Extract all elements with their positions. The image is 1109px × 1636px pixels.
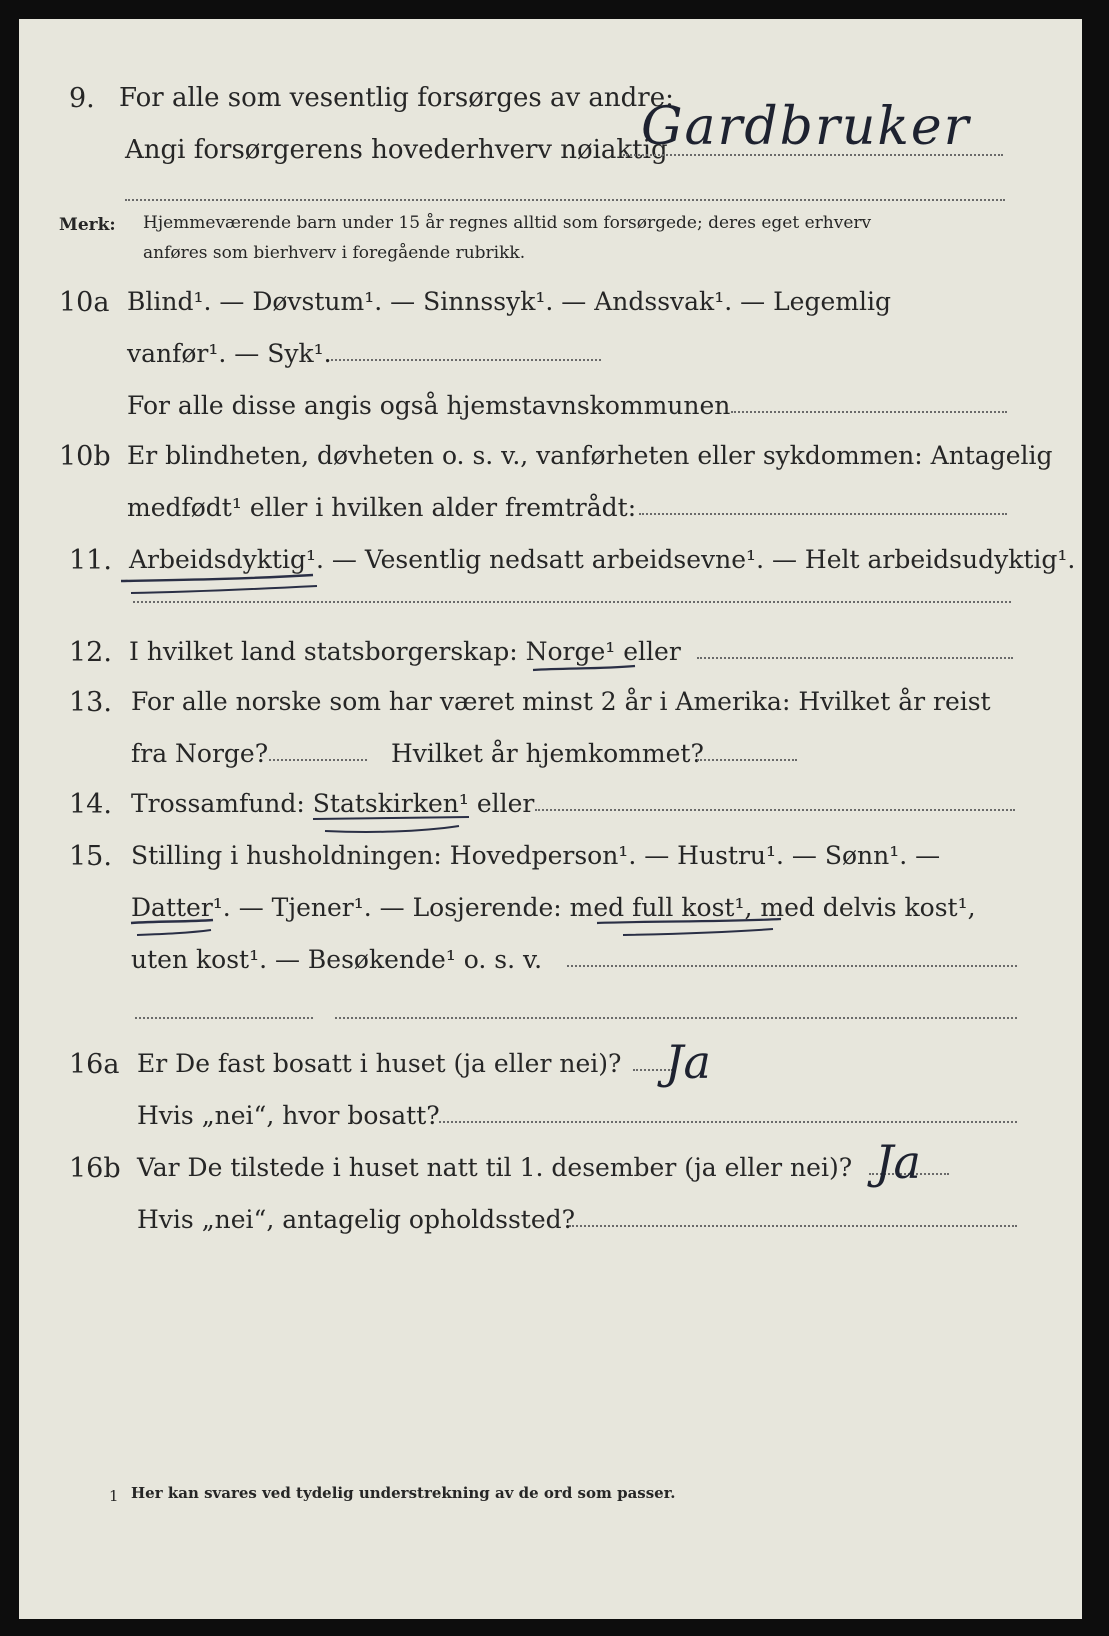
- q14-answer-line: [535, 809, 1015, 811]
- q13-line1: For alle norske som har været minst 2 år i Amerika: Hvilket år reist: [131, 687, 991, 716]
- q10b-number: 10b: [59, 441, 111, 472]
- q14-number: 14.: [69, 789, 112, 820]
- merk-line2: anføres som bierhverv i foregående rubrikk.: [143, 243, 526, 263]
- q10b-answer-line: [639, 513, 1007, 515]
- merk-label: Merk:: [59, 215, 116, 235]
- q12-answer-line: [697, 657, 1013, 659]
- q16b-handwritten-answer: Ja: [875, 1135, 921, 1189]
- q9-line1: For alle som vesentlig forsørges av andre:: [119, 83, 674, 113]
- q9-handwritten-answer: Gardbruker: [641, 97, 971, 157]
- q10a-line3: For alle disse angis også hjemstavnskommunen: [127, 391, 731, 420]
- q10a-number: 10a: [59, 287, 110, 318]
- q13-return-line: [697, 759, 797, 761]
- q16b-number: 16b: [69, 1153, 121, 1184]
- q16b-line1: Var De tilstede i huset natt til 1. desember (ja eller nei)?: [137, 1153, 853, 1182]
- q13-number: 13.: [69, 687, 112, 718]
- q16b-location-line: [569, 1225, 1017, 1227]
- q16a-residence-line: [439, 1121, 1017, 1123]
- q15-line2: Datter¹. — Tjener¹. — Losjerende: med full kost¹, med delvis kost¹,: [131, 893, 976, 922]
- q10a-answer-line: [331, 359, 601, 361]
- q12-number: 12.: [69, 637, 112, 668]
- q11-arbeidsdyktig-underline: [117, 571, 327, 601]
- q9-line2: Angi forsørgerens hovederhverv nøiaktig: [125, 135, 668, 165]
- q10b-line2: medfødt¹ eller i hvilken alder fremtrådt:: [127, 493, 637, 522]
- q15-answer-line: [567, 965, 1017, 967]
- q11-extra-line: [133, 601, 1011, 603]
- q16a-line1: Er De fast bosatt i huset (ja eller nei)?: [137, 1049, 622, 1078]
- q12-line1: I hvilket land statsborgerskap: Norge¹ eller: [129, 637, 681, 666]
- merk-line1: Hjemmeværende barn under 15 år regnes alltid som forsørgede; deres eget erhverv: [143, 213, 872, 233]
- footnote-text: Her kan svares ved tydelig understrekning av de ord som passer.: [131, 1484, 676, 1502]
- footnote-mark: 1: [109, 1487, 119, 1505]
- q11-line1: Arbeidsdyktig¹. — Vesentlig nedsatt arbeidsevne¹. — Helt arbeidsudyktig¹.: [129, 545, 1076, 574]
- q15-extra-line-left: [135, 1017, 313, 1019]
- q11-number: 11.: [69, 545, 112, 576]
- q13-departure-line: [269, 759, 367, 761]
- q15-extra-line-right: [335, 1017, 1017, 1019]
- q16a-handwritten-answer: Ja: [665, 1035, 711, 1089]
- q13-line2b: Hvilket år hjemkommet?: [391, 739, 704, 768]
- q15-line1: Stilling i husholdningen: Hovedperson¹. — Hustru¹. — Sønn¹. —: [131, 841, 941, 870]
- q16a-line2: Hvis „nei“, hvor bosatt?: [137, 1101, 440, 1130]
- q10a-line1: Blind¹. — Døvstum¹. — Sinnssyk¹. — Andssvak¹. — Legemlig: [127, 287, 891, 316]
- q14-line1: Trossamfund: Statskirken¹ eller: [131, 789, 535, 818]
- q10b-line1: Er blindheten, døvheten o. s. v., vanførheten eller sykdommen: Antagelig: [127, 441, 1053, 470]
- q16a-number: 16a: [69, 1049, 120, 1080]
- q9-number: 9.: [69, 83, 95, 114]
- q16b-line2: Hvis „nei“, antagelig opholdssted?: [137, 1205, 576, 1234]
- census-form-page: [19, 19, 1082, 1619]
- q10a-hometown-line: [731, 411, 1007, 413]
- q15-line3: uten kost¹. — Besøkende¹ o. s. v.: [131, 945, 543, 974]
- q9-extra-line: [125, 199, 1005, 201]
- q15-number: 15.: [69, 841, 112, 872]
- q13-line2a: fra Norge?: [131, 739, 269, 768]
- q10a-line2: vanfør¹. — Syk¹.: [127, 339, 332, 368]
